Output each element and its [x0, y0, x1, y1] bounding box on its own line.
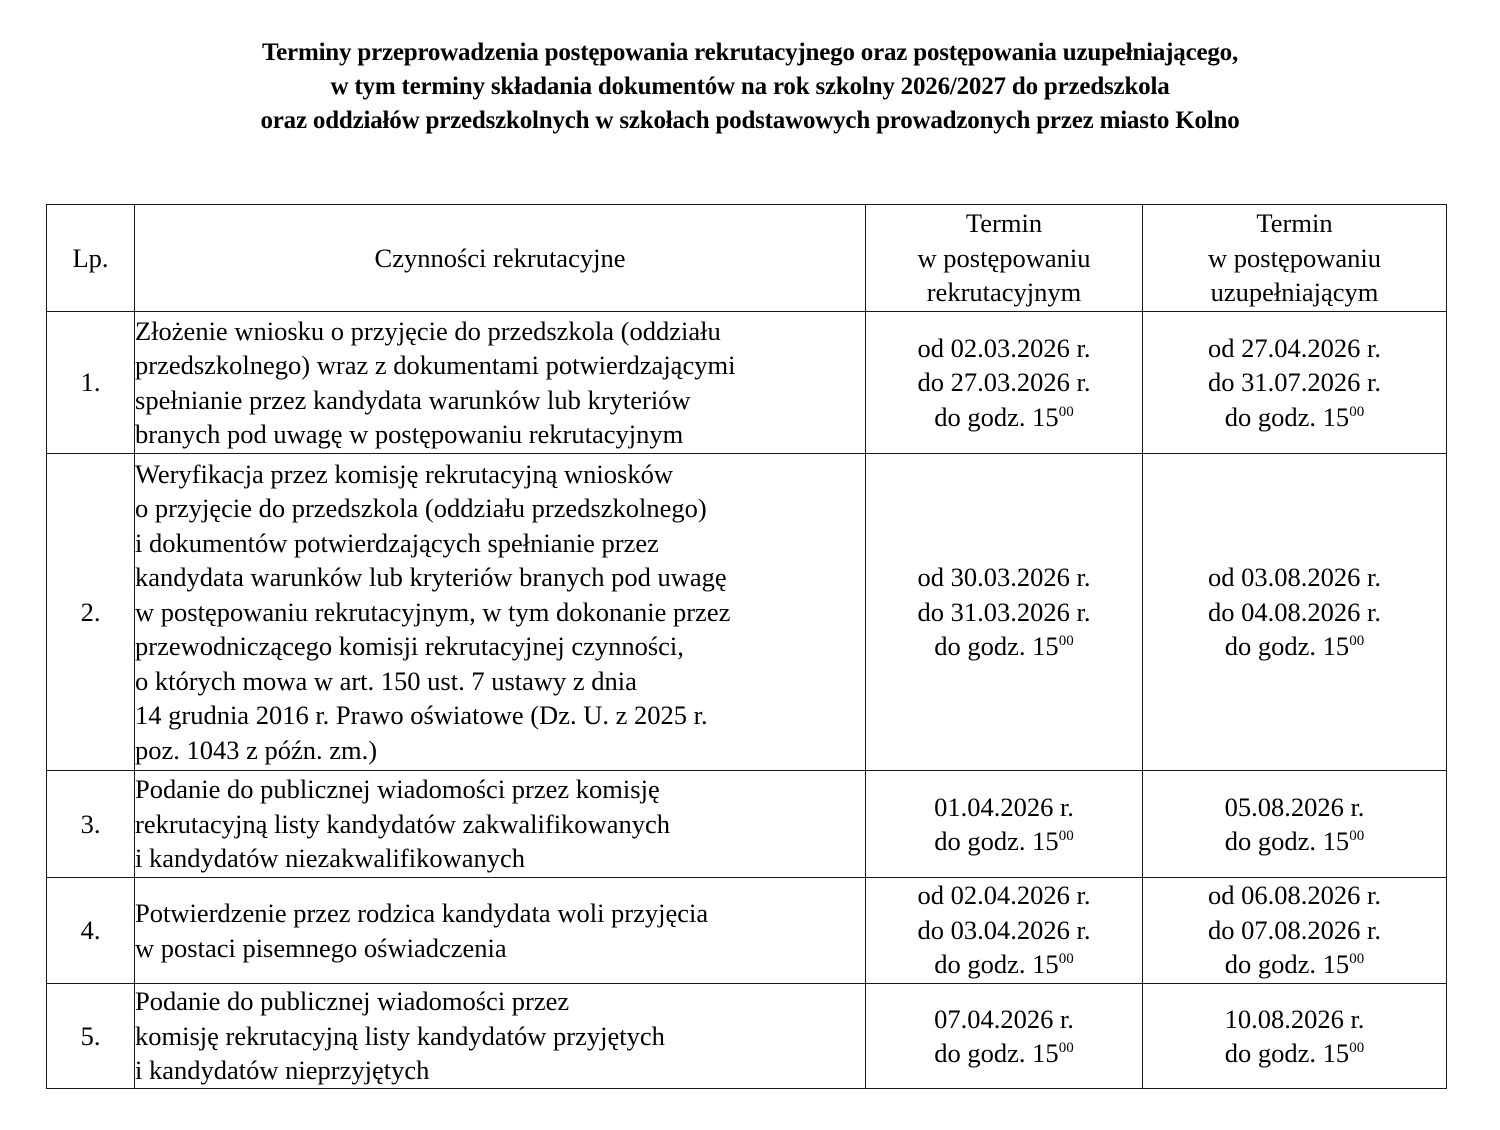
header-line: w postępowaniu: [917, 242, 1091, 273]
deadline-hour: [866, 824, 1142, 859]
date-line: od 02.04.2026 r.: [917, 880, 1091, 910]
date-line: od 30.03.2026 r.: [917, 562, 1091, 593]
header-term-supplementary: [1143, 205, 1447, 312]
date-line: do 04.08.2026 r.: [1208, 596, 1381, 627]
table-row: [47, 454, 1447, 771]
term-recruitment-cell: [866, 454, 1143, 771]
activity-line: 14 grudnia 2016 r. Prawo oświatowe (Dz. U. z 2025 r.: [135, 700, 708, 731]
activity-cell: [135, 312, 866, 454]
term-supplementary-cell: [1143, 771, 1447, 878]
row-number: 3.: [47, 771, 135, 878]
deadline-hour: [1143, 400, 1446, 435]
document-title: [0, 36, 1500, 138]
term-supplementary-cell: [1143, 878, 1447, 984]
minutes-superscript: 00: [1058, 828, 1074, 844]
minutes-superscript: 00: [1349, 828, 1365, 844]
date-line: do 31.07.2026 r.: [1208, 367, 1381, 398]
term-recruitment-cell: [866, 878, 1143, 984]
activity-line: spełnianie przez kandydata warunków lub kryteriów: [135, 384, 691, 415]
activity-line: i dokumentów potwierdzających spełnianie przez: [135, 527, 659, 558]
date-line: do 03.04.2026 r.: [917, 914, 1091, 945]
term-recruitment-cell: [866, 312, 1143, 454]
activity-cell: [135, 984, 866, 1089]
minutes-superscript: 00: [1058, 951, 1074, 967]
date-line: do 27.03.2026 r.: [917, 367, 1091, 398]
row-number: 2.: [47, 454, 135, 771]
hour-text: do godz. 15: [934, 826, 1059, 856]
header-line: w postępowaniu: [1208, 242, 1381, 273]
hour-text: do godz. 15: [1224, 631, 1350, 662]
activity-line: o których mowa w art. 150 ust. 7 ustawy z dnia: [135, 665, 637, 696]
table-row: [47, 771, 1447, 878]
deadline-hour: [1143, 947, 1446, 982]
row-number: 1.: [47, 312, 135, 454]
date-line: 01.04.2026 r.: [934, 791, 1074, 822]
hour-text: do godz. 15: [1224, 949, 1350, 979]
activity-line: kandydata warunków lub kryteriów branych pod uwagę: [135, 562, 727, 593]
deadline-hour: [866, 1036, 1142, 1071]
minutes-superscript: 00: [1058, 633, 1074, 650]
activity-line: Potwierdzenie przez rodzica kandydata woli przyjęcia: [135, 898, 709, 928]
deadline-hour: [866, 629, 1142, 664]
table-header-row: [47, 205, 1447, 312]
activity-line: rekrutacyjną listy kandydatów zakwalifikowanych: [135, 808, 670, 839]
activity-cell: [135, 454, 866, 771]
activity-line: Podanie do publicznej wiadomości przez komisję: [135, 774, 660, 805]
hour-text: do godz. 15: [1224, 1038, 1350, 1068]
deadline-hour: [1143, 824, 1446, 859]
minutes-superscript: 00: [1058, 1040, 1074, 1056]
hour-text: do godz. 15: [934, 401, 1059, 432]
minutes-superscript: 00: [1349, 951, 1365, 967]
header-term-recruitment: [866, 205, 1143, 312]
activity-line: i kandydatów niezakwalifikowanych: [135, 843, 526, 874]
date-line: 10.08.2026 r.: [1224, 1003, 1365, 1034]
date-line: do 07.08.2026 r.: [1208, 914, 1381, 945]
minutes-superscript: 00: [1349, 633, 1365, 650]
minutes-superscript: 00: [1058, 403, 1074, 420]
activity-line: w postaci pisemnego oświadczenia: [135, 932, 507, 963]
date-line: od 27.04.2026 r.: [1208, 332, 1381, 363]
header-lp: Lp.: [47, 205, 135, 312]
table-row: [47, 312, 1447, 454]
date-line: od 06.08.2026 r.: [1208, 880, 1381, 910]
date-line: do 31.03.2026 r.: [917, 596, 1091, 627]
table-row: [47, 984, 1447, 1089]
date-line: od 02.03.2026 r.: [917, 332, 1091, 363]
term-recruitment-cell: [866, 984, 1143, 1089]
table-row: [47, 878, 1447, 984]
row-number: 5.: [47, 984, 135, 1089]
hour-text: do godz. 15: [1224, 401, 1350, 432]
activity-line: Złożenie wniosku o przyjęcie do przedszkola (oddziału: [135, 315, 721, 346]
activity-line: przedszkolnego) wraz z dokumentami potwierdzającymi: [135, 350, 736, 380]
deadline-hour: [866, 947, 1142, 982]
term-recruitment-cell: [866, 771, 1143, 878]
term-supplementary-cell: [1143, 984, 1447, 1089]
title-line: w tym terminy składania dokumentów na rok szkolny 2026/2027 do przedszkola: [330, 73, 1170, 100]
hour-text: do godz. 15: [1224, 826, 1350, 856]
hour-text: do godz. 15: [934, 1038, 1059, 1068]
deadline-hour: [1143, 629, 1446, 664]
minutes-superscript: 00: [1349, 403, 1365, 420]
deadline-hour: [1143, 1036, 1446, 1071]
header-line: Termin: [1256, 208, 1333, 239]
schedule-table: [46, 204, 1447, 1089]
term-supplementary-cell: [1143, 454, 1447, 771]
term-supplementary-cell: [1143, 312, 1447, 454]
date-line: 05.08.2026 r.: [1224, 791, 1365, 822]
title-line: Terminy przeprowadzenia postępowania rekrutacyjnego oraz postępowania uzupełniającego,: [261, 39, 1239, 66]
activity-line: i kandydatów nieprzyjętych: [135, 1055, 430, 1086]
header-line: rekrutacyjnym: [926, 277, 1082, 308]
hour-text: do godz. 15: [934, 631, 1059, 662]
activity-line: w postępowaniu rekrutacyjnym, w tym dokonanie przez: [135, 596, 731, 627]
activity-cell: [135, 878, 866, 984]
activity-line: o przyjęcie do przedszkola (oddziału przedszkolnego): [135, 493, 707, 524]
activity-cell: [135, 771, 866, 878]
activity-line: branych pod uwagę w postępowaniu rekrutacyjnym: [135, 419, 684, 449]
header-activity: Czynności rekrutacyjne: [135, 205, 866, 312]
header-line: uzupełniającym: [1210, 277, 1379, 308]
hour-text: do godz. 15: [934, 949, 1059, 979]
activity-line: komisję rekrutacyjną listy kandydatów przyjętych: [135, 1020, 665, 1051]
minutes-superscript: 00: [1349, 1040, 1365, 1056]
activity-line: przewodniczącego komisji rekrutacyjnej czynności,: [135, 631, 684, 662]
date-line: od 03.08.2026 r.: [1208, 562, 1381, 593]
activity-line: poz. 1043 z późn. zm.): [135, 734, 378, 765]
title-line: oraz oddziałów przedszkolnych w szkołach podstawowych prowadzonych przez miasto Kolno: [260, 107, 1240, 134]
row-number: 4.: [47, 878, 135, 984]
activity-line: Weryfikacja przez komisję rekrutacyjną wniosków: [135, 458, 673, 489]
date-line: 07.04.2026 r.: [934, 1003, 1074, 1034]
activity-line: Podanie do publicznej wiadomości przez: [135, 986, 570, 1017]
deadline-hour: [866, 400, 1142, 435]
header-line: Termin: [965, 208, 1043, 239]
